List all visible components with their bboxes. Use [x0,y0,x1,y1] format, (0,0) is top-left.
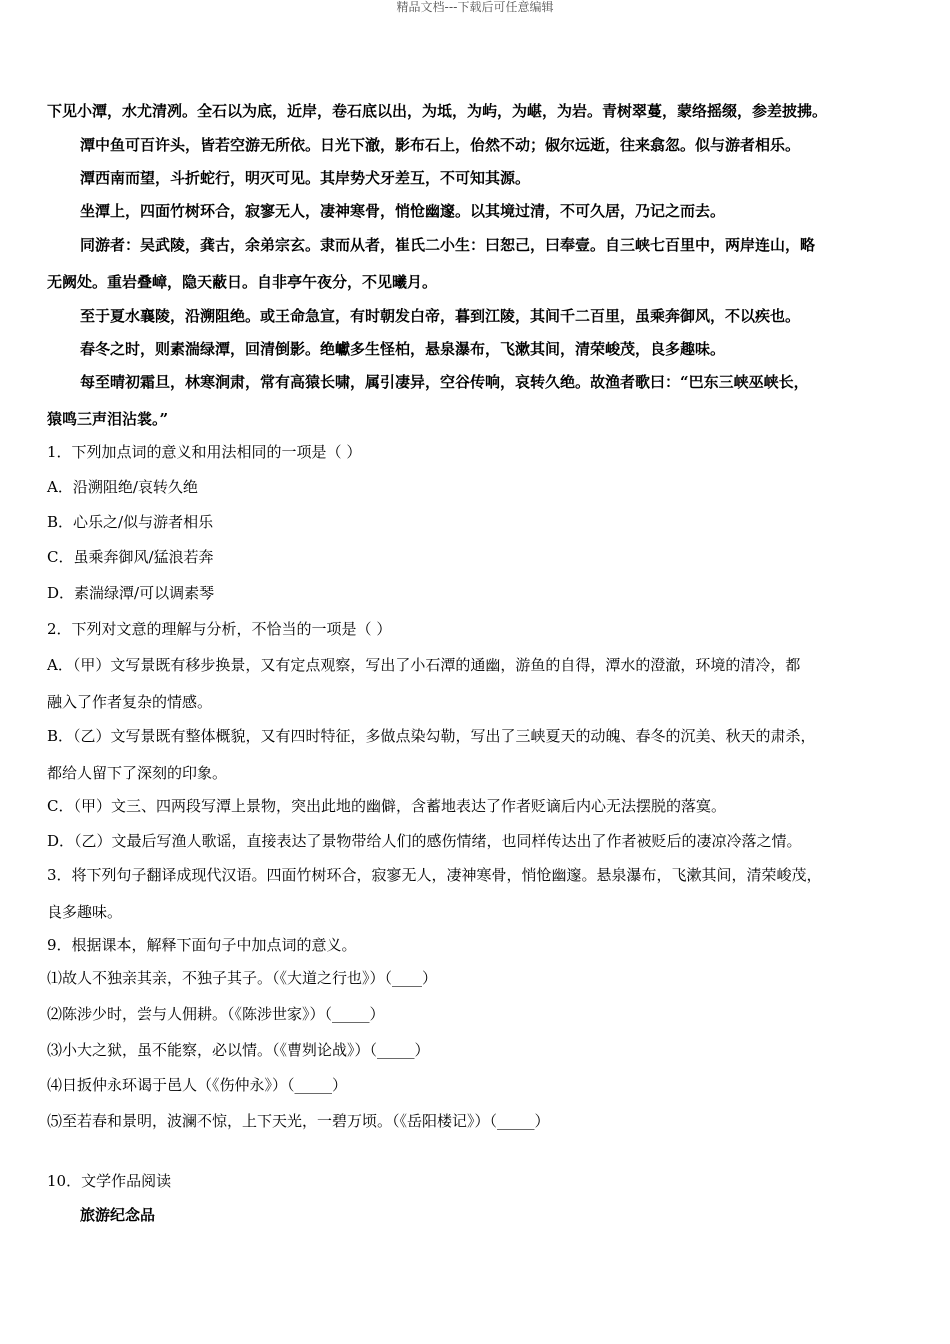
passage-line: 每至晴初霜旦，林寒涧肃，常有高猿长啸，属引凄异，空谷传响，哀转久绝。故渔者歌曰：“巴东三峡巫峡长， [80,373,809,391]
passage-line: 坐潭上，四面竹树环合，寂寥无人，凄神寒骨，悄怆幽邃。以其境过清，不可久居，乃记之而去。 [80,202,726,220]
option-a: A．沿溯阻绝/哀转久绝 [47,478,198,496]
sub-item: ⑷日扳仲永环谒于邑人（《伤仲永》）（_____） [47,1076,348,1094]
option-b-cont: 都给人留下了深刻的印象。 [47,764,228,782]
sub-item: ⑶小大之狱，虽不能察，必以情。（《曹刿论战》）（_____） [47,1041,430,1059]
passage-line: 潭中鱼可百许头，皆若空游无所依。日光下澈，影布石上，佁然不动；俶尔远逝，往来翕忽。似与游者相乐。 [80,136,801,154]
question-stem-cont: 良多趣味。 [47,903,123,921]
question-stem: 3．将下列句子翻译成现代汉语。四面竹树环合，寂寥无人，凄神寒骨，悄怆幽邃。悬泉瀑布，飞漱其间，清荣峻茂， [47,866,822,884]
question-stem: 10．文学作品阅读 [47,1172,172,1190]
question-stem: 2．下列对文意的理解与分析，不恰当的一项是（ ） [47,620,392,638]
passage-line: 同游者：吴武陵，龚古，余弟宗玄。隶而从者，崔氏二小生：曰恕己，曰奉壹。自三峡七百里中，两岸连山，略 [80,236,816,254]
passage-line: 猿鸣三声泪沾裳。” [47,410,169,428]
option-d: D．（乙）文最后写渔人歌谣，直接表达了景物带给人们的感伤情绪，也同样传达出了作者被贬后的凄凉冷落之情。 [47,832,802,850]
question-stem: 1．下列加点词的意义和用法相同的一项是（ ） [47,443,362,461]
question-stem: 9．根据课本，解释下面句子中加点词的意义。 [47,936,357,954]
passage-line: 潭西南而望，斗折蛇行，明灭可见。其岸势犬牙差互，不可知其源。 [80,169,531,187]
passage-line: 至于夏水襄陵，沿溯阻绝。或王命急宣，有时朝发白帝，暮到江陵，其间千二百里，虽乘奔御风，不以疾也。 [80,307,801,325]
page-header: 精品文档---下载后可任意编辑 [396,0,554,14]
option-a: A．（甲）文写景既有移步换景，又有定点观察，写出了小石潭的通幽，游鱼的自得，潭水的澄澈，环境的清冷，都 [47,656,801,674]
article-title: 旅游纪念品 [80,1206,156,1224]
passage-line: 春冬之时，则素湍绿潭，回清倒影。绝巘多生怪柏，悬泉瀑布，飞漱其间，清荣峻茂，良多趣味。 [80,340,726,358]
sub-item: ⑴故人不独亲其亲，不独子其子。（《大道之行也》）（____） [47,969,438,987]
option-b: B．心乐之/似与游者相乐 [47,513,214,531]
option-c: C．虽乘奔御风/猛浪若奔 [47,548,214,566]
option-d: D．素湍绿潭/可以调素琴 [47,584,215,602]
option-b: B．（乙）文写景既有整体概貌，又有四时特征，多做点染勾勒，写出了三峡夏天的动魄、春冬的沉美、秋天的肃杀， [47,727,816,745]
sub-item: ⑸至若春和景明，波澜不惊，上下天光，一碧万顷。（《岳阳楼记》）（_____） [47,1112,550,1130]
option-a-cont: 融入了作者复杂的情感。 [47,693,213,711]
sub-item: ⑵陈涉少时，尝与人佣耕。（《陈涉世家》）（_____） [47,1005,385,1023]
option-c: C．（甲）文三、四两段写潭上景物，突出此地的幽僻，含蓄地表达了作者贬谪后内心无法摆脱的落寞。 [47,797,726,815]
passage-line: 无阙处。重岩叠嶂，隐天蔽日。自非亭午夜分，不见曦月。 [47,273,438,291]
passage-line: 下见小潭，水尤清冽。全石以为底，近岸，卷石底以出，为坻，为屿，为嵁，为岩。青树翠蔓，蒙络摇缀，参差披拂。 [47,102,828,120]
